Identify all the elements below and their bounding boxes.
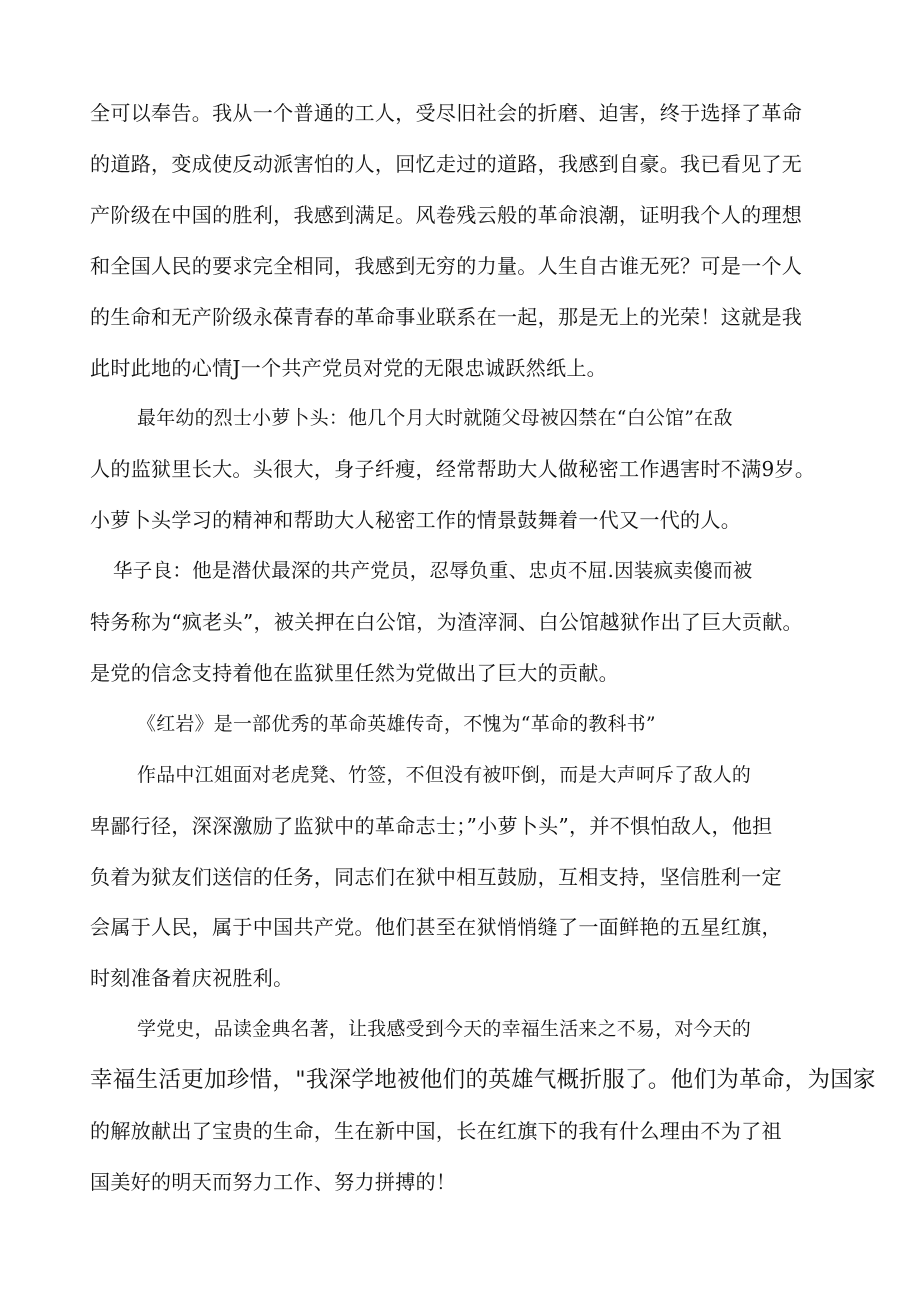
paragraph-1-line-4: 和全国人民的要求完全相同，我感到无穷的力量。人生自古谁无死？可是一个人 xyxy=(90,253,803,278)
paragraph-6-line-1: 学党史，品读金典名著，让我感受到今天的幸福生活来之不易，对今天的 xyxy=(137,1018,752,1041)
paragraph-1-line-3: 产阶级在中国的胜利，我感到满足。风卷残云般的革命浪潮，证明我个人的理想 xyxy=(90,202,803,227)
paragraph-3-line-3: 是党的信念支持着他在监狱里任然为党做出了巨大的贡献。 xyxy=(90,660,620,685)
paragraph-6-line-4: 国美好的明天而努力工作、努力拼搏的！ xyxy=(90,1170,457,1194)
paragraph-1-line-2: 的道路，变成使反动派害怕的人，回忆走过的道路，我感到自豪。我已看见了无 xyxy=(90,151,803,176)
paragraph-5-line-5: 时刻准备着庆祝胜利。 xyxy=(90,966,294,991)
paragraph-2-line-1: 最年幼的烈士小萝卜头：他几个月大时就随父母被囚禁在“白公馆”在敌 xyxy=(137,407,733,430)
paragraph-1-line-1: 全可以奉告。我从一个普通的工人，受尽旧社会的折磨、迫害，终于选择了革命 xyxy=(90,101,803,125)
paragraph-1-line-6: 此时此地的心情J一个共产党员对党的无限忠诚跃然纸上。 xyxy=(90,355,608,380)
paragraph-6-line-2: 幸福生活更加珍惜，"我深学地被他们的英雄气概折服了。他们为革命，为国家 xyxy=(90,1067,876,1094)
paragraph-5-line-3: 负着为狱友们送信的任务，同志们在狱中相互鼓励，互相支持，坚信胜利一定 xyxy=(90,864,782,889)
paragraph-1-line-5: 的生命和无产阶级永葆青春的革命事业联系在一起，那是无上的光荣！这就是我 xyxy=(90,304,803,329)
paragraph-5-line-2: 卑鄙行径，深深激励了监狱中的革命志士；”小萝卜头”，并不惧怕敌人，他担 xyxy=(90,813,773,838)
paragraph-2-line-2: 人的监狱里长大。头很大，身子纤瘦，经常帮助大人做秘密工作遇害时不满9岁。 xyxy=(90,457,816,482)
paragraph-2-line-3: 小萝卜头学习的精神和帮助大人秘密工作的情景鼓舞着一代又一代的人。 xyxy=(90,508,742,533)
paragraph-3-line-2: 特务称为“疯老头”，被关押在白公馆，为渣滓洞、白公馆越狱作出了巨大贡献。 xyxy=(90,610,803,635)
paragraph-5-line-1: 作品中江姐面对老虎凳、竹签，不但没有被吓倒，而是大声呵斥了敌人的 xyxy=(137,763,752,786)
paragraph-5-line-4: 会属于人民，属于中国共产党。他们甚至在狱悄悄缝了一面鲜艳的五星红旗， xyxy=(90,915,782,940)
paragraph-3-line-1: 华子良：他是潜伏最深的共产党员，忍辱负重、忠贞不屈.因装疯卖傻而被 xyxy=(113,559,753,583)
paragraph-4-line-1: 《红岩》是一部优秀的革命英雄传奇，不愧为“革命的教科书” xyxy=(137,712,656,735)
paragraph-6-line-3: 的解放献出了宝贵的生命，生在新中国，长在红旗下的我有什么理由不为了祖 xyxy=(90,1119,782,1144)
